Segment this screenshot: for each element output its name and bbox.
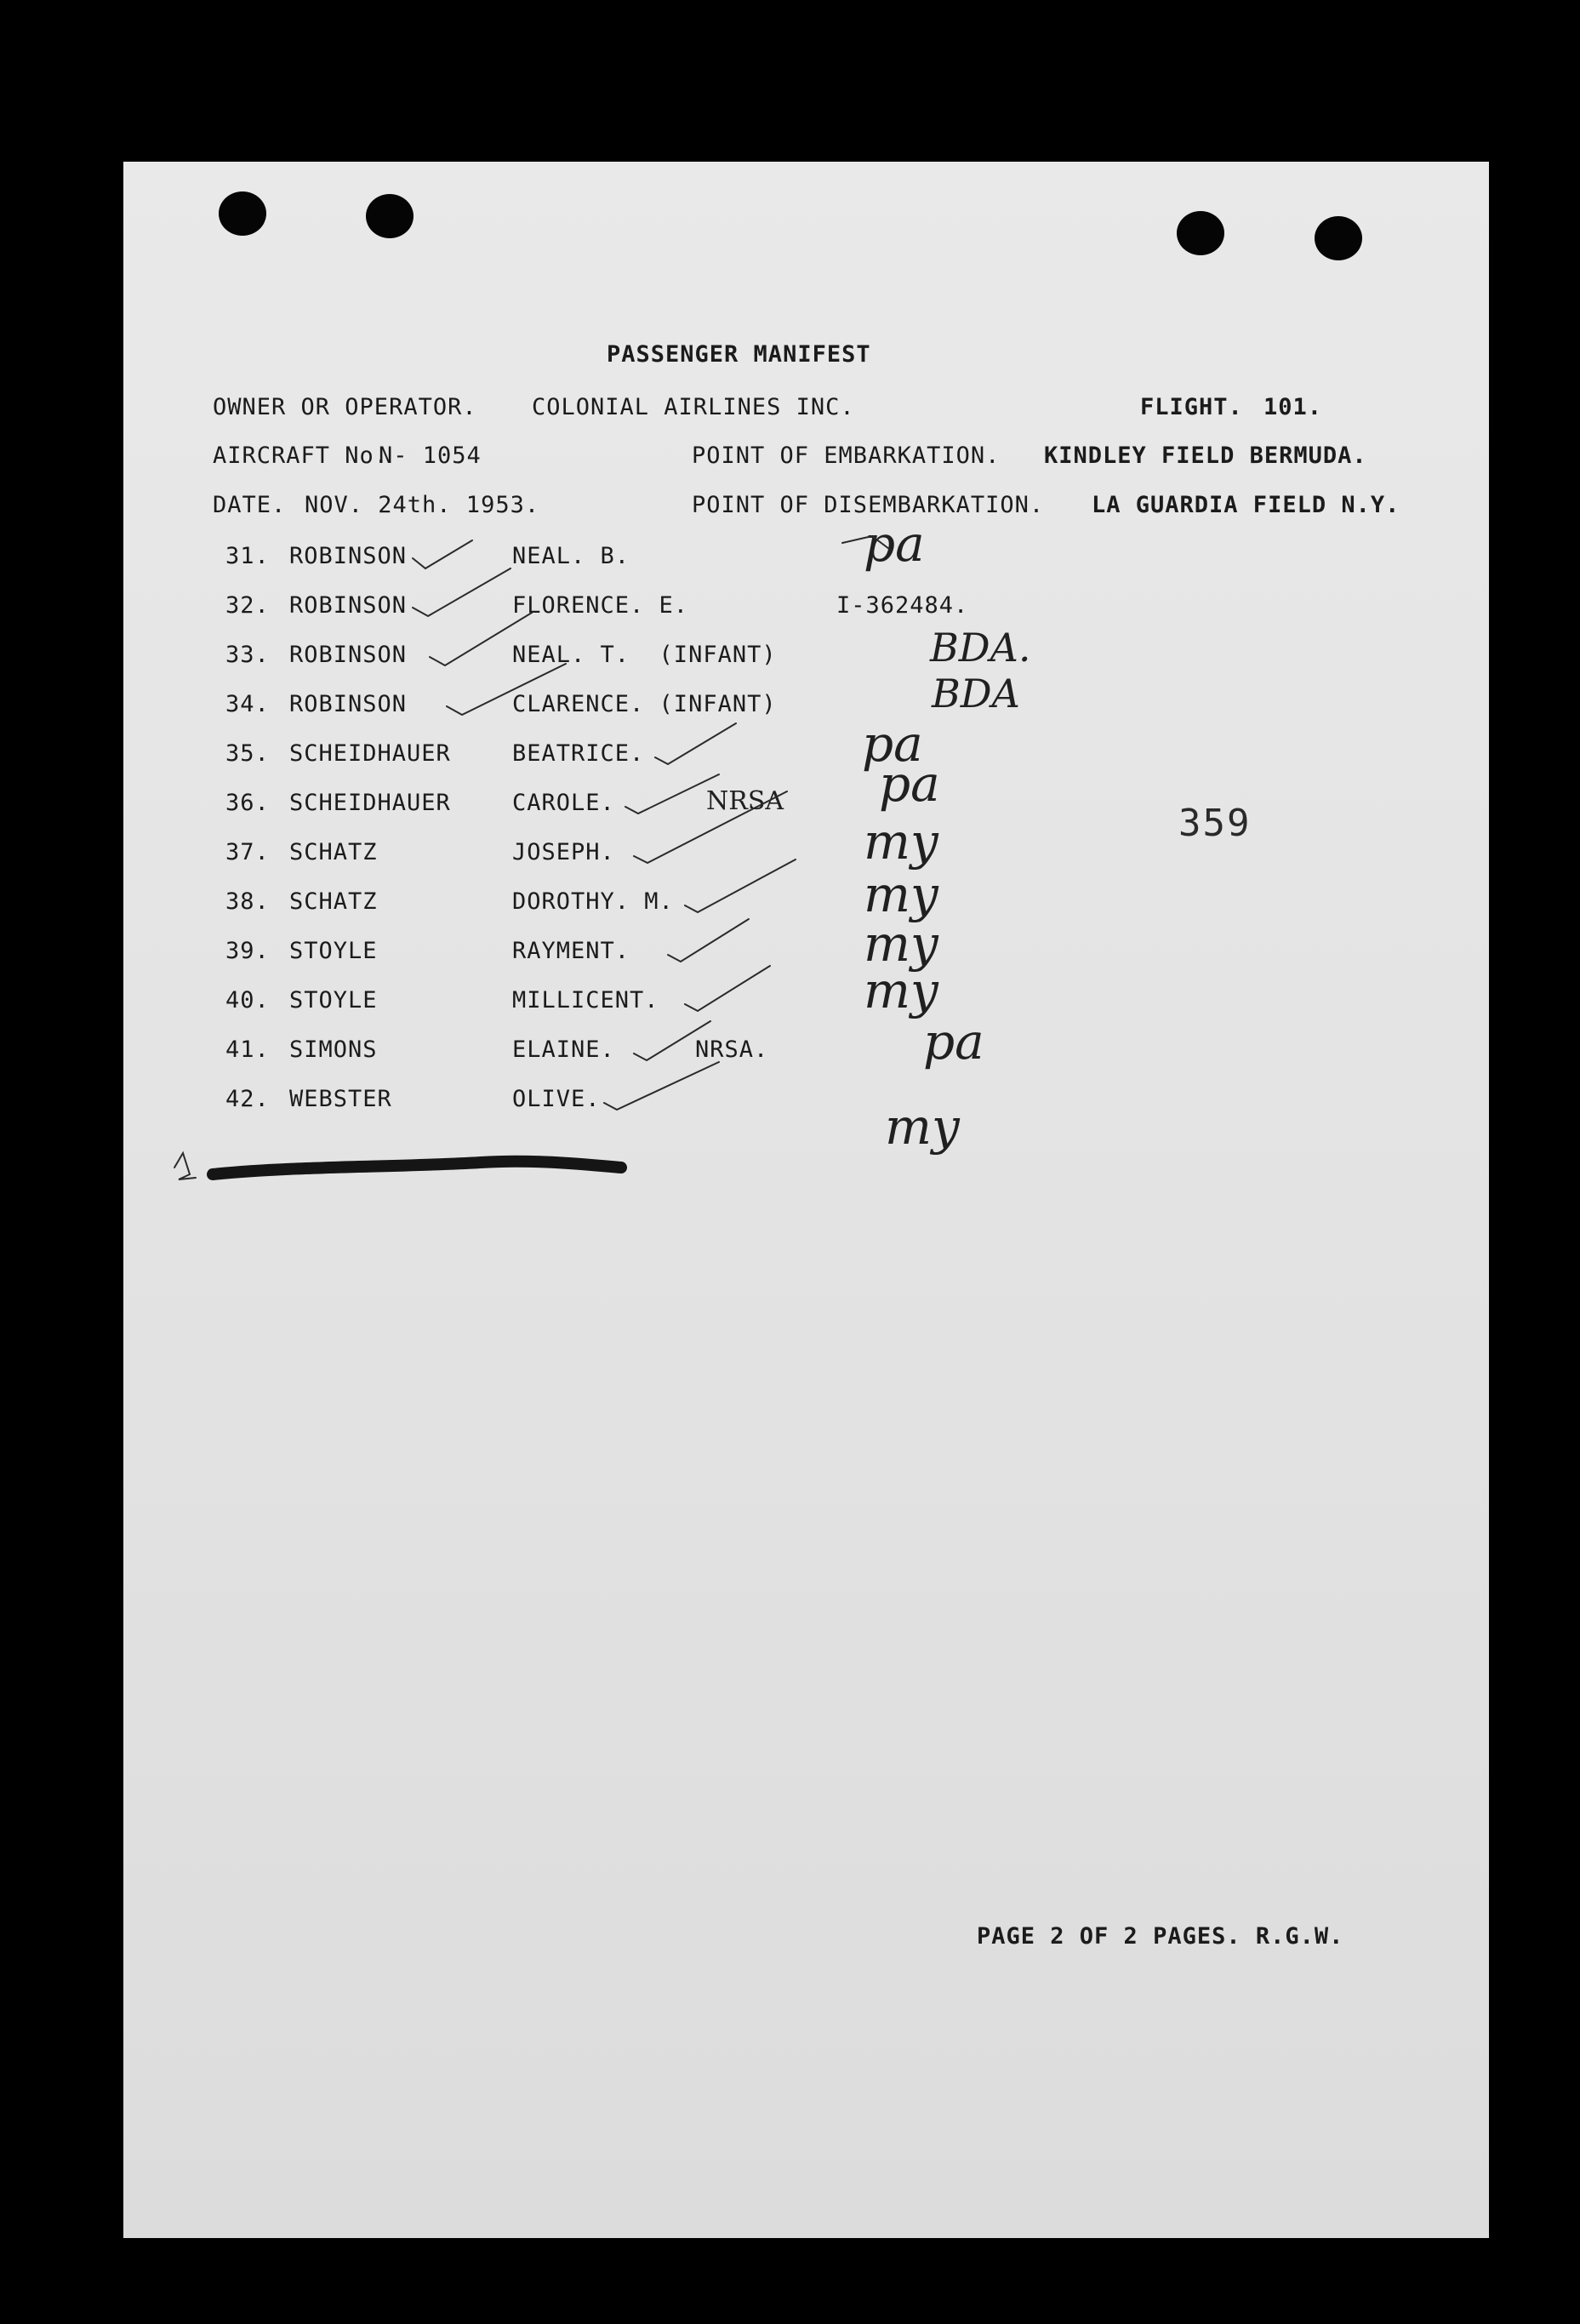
row-number: 40. [225, 987, 270, 1014]
passenger-given-name: CAROLE. [512, 790, 615, 816]
handwritten-annotation: my [864, 962, 938, 1019]
pen-marks [123, 162, 1489, 2238]
check-mark-icon [413, 540, 472, 568]
passenger-given-name: RAYMENT. [512, 938, 630, 964]
passenger-note: I-362484. [836, 592, 969, 619]
passenger-surname: SCHATZ [289, 839, 378, 865]
passenger-given-name: OLIVE. [512, 1086, 601, 1112]
check-mark-icon [655, 723, 736, 764]
margin-mark [174, 1153, 196, 1179]
check-mark-icon [413, 568, 511, 616]
passenger-given-name: DOROTHY. M. [512, 888, 674, 915]
check-mark-icon [685, 859, 796, 912]
owner-label: OWNER OR OPERATOR. [213, 394, 477, 420]
row-number: 37. [225, 839, 270, 865]
passenger-given-name: BEATRICE. [512, 740, 645, 767]
owner-value: COLONIAL AIRLINES INC. [532, 394, 855, 420]
row-number: 32. [225, 592, 270, 619]
passenger-given-name: MILLICENT. [512, 987, 659, 1014]
aircraft-label: AIRCRAFT No. [213, 443, 390, 469]
strike-mark [842, 536, 889, 549]
check-mark-icon [668, 919, 749, 962]
passenger-surname: ROBINSON [289, 691, 408, 717]
passenger-given-name: NEAL. B. [512, 543, 630, 569]
disembarkation-value: LA GUARDIA FIELD N.Y. [1092, 492, 1400, 518]
handwritten-annotation: my [885, 1098, 960, 1156]
page-number-stamp: 359 [1178, 802, 1252, 845]
handwritten-annotation: my [864, 865, 938, 923]
row-number: 38. [225, 888, 270, 915]
handwritten-annotation: pa [862, 715, 923, 773]
passenger-surname: ROBINSON [289, 543, 408, 569]
passenger-note: NRSA. [695, 1036, 769, 1063]
passenger-given-name: FLORENCE. E. [512, 592, 689, 619]
passenger-surname: STOYLE [289, 987, 378, 1014]
date-value: NOV. 24th. 1953. [305, 492, 540, 518]
page-footer: PAGE 2 OF 2 PAGES. R.G.W. [977, 1923, 1344, 1950]
check-mark-icon [430, 613, 532, 665]
passenger-given-name: CLARENCE. (INFANT) [512, 691, 777, 717]
handwritten-annotation: pa [864, 515, 925, 573]
row-number: 41. [225, 1036, 270, 1063]
check-mark-icon [685, 966, 770, 1011]
row-number: 39. [225, 938, 270, 964]
passenger-surname: WEBSTER [289, 1086, 392, 1112]
row-number: 31. [225, 543, 270, 569]
redaction-line [213, 1162, 621, 1174]
embarkation-value: KINDLEY FIELD BERMUDA. [1044, 443, 1367, 469]
flight-label: FLIGHT. [1140, 394, 1243, 420]
flight-number: 101. [1263, 394, 1323, 420]
check-mark-icon [634, 786, 787, 863]
passenger-given-name: JOSEPH. [512, 839, 615, 865]
row-number: 42. [225, 1086, 270, 1112]
manifest-page [123, 162, 1489, 2238]
handwritten-annotation: pa [923, 1013, 984, 1071]
row-number: 34. [225, 691, 270, 717]
passenger-surname: SIMONS [289, 1036, 378, 1063]
passenger-surname: SCHEIDHAUER [289, 740, 451, 767]
embarkation-label: POINT OF EMBARKATION. [692, 443, 1001, 469]
passenger-surname: SCHATZ [289, 888, 378, 915]
date-label: DATE. [213, 492, 287, 518]
row-number: 36. [225, 790, 270, 816]
handwritten-annotation: my [864, 915, 938, 973]
passenger-surname: SCHEIDHAUER [289, 790, 451, 816]
aircraft-number: N- 1054 [379, 443, 482, 469]
handwritten-annotation: my [864, 813, 938, 871]
handwritten-annotation: BDA. [930, 625, 1031, 671]
check-mark-icon [447, 664, 566, 715]
handwritten-annotation: BDA [932, 671, 1020, 717]
row-number: 33. [225, 642, 270, 668]
check-mark-icon [604, 1062, 719, 1110]
passenger-given-name: NEAL. T. (INFANT) [512, 642, 777, 668]
check-mark-icon [634, 1021, 710, 1060]
disembarkation-label: POINT OF DISEMBARKATION. [692, 492, 1045, 518]
row-number: 35. [225, 740, 270, 767]
passenger-surname: STOYLE [289, 938, 378, 964]
nrsa-note: NRSA [706, 786, 784, 816]
passenger-given-name: ELAINE. [512, 1036, 615, 1063]
passenger-surname: ROBINSON [289, 642, 408, 668]
document-title: PASSENGER MANIFEST [607, 341, 871, 368]
passenger-surname: ROBINSON [289, 592, 408, 619]
handwritten-annotation: pa [879, 755, 940, 813]
check-mark-icon [625, 774, 719, 814]
